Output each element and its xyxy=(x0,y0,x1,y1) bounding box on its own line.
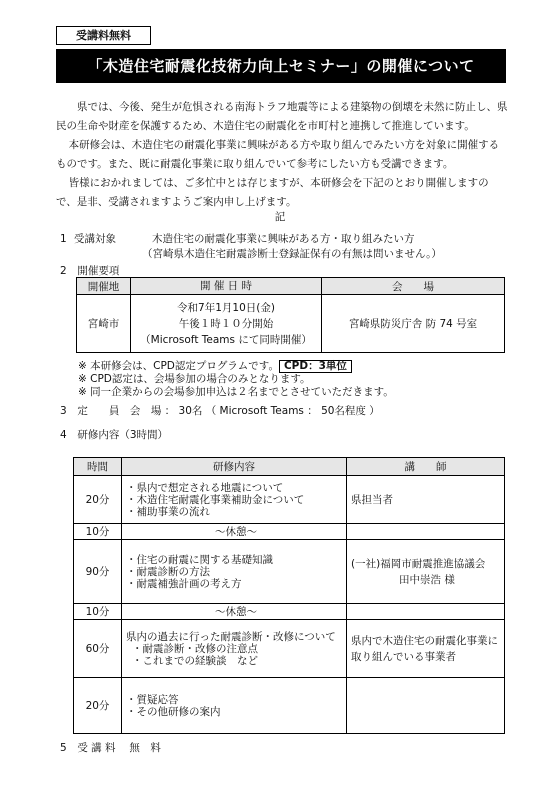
lecturer-line: 県担当者 xyxy=(351,493,393,506)
section-heading: 受講対象 xyxy=(74,233,116,245)
time-cell: 60分 xyxy=(74,620,122,678)
content-item: ・耐震補強計画の考え方 xyxy=(126,577,242,590)
section-number: 5 xyxy=(60,742,67,754)
time-cell: 20分 xyxy=(74,476,122,524)
note-cpd-condition: ※ CPD認定は、会場参加の場合のみとなります。 xyxy=(78,373,311,385)
lecturer-line: 田中崇浩 様 xyxy=(399,573,455,586)
table-row xyxy=(74,476,505,524)
content-item: ・木造住宅耐震化事業補助金について xyxy=(126,493,305,506)
content-item: ・住宅の耐震に関する基礎知識 xyxy=(126,553,273,566)
content-item: ・質疑応答 xyxy=(126,693,179,706)
header-content: 研修内容 xyxy=(122,458,347,476)
table-header-row xyxy=(74,458,505,476)
header-venue: 会 場 xyxy=(322,278,505,295)
teams-line: （Microsoft Teams にて同時開催） xyxy=(140,333,312,346)
page-title: 「木造住宅耐震化技術力向上セミナー」の開催について xyxy=(56,49,506,83)
table-row xyxy=(74,604,505,620)
section-number: 2 xyxy=(60,265,67,277)
intro-paragraph: 皆様におかれましては、ご多忙中とは存じますが、本研修会を下記のとおり開催しますので、是非、受講されますようご案内申し上げます。 xyxy=(56,177,489,208)
target-text: 木造住宅の耐震化事業に興味がある方・取り組みたい方 xyxy=(152,233,415,245)
section-target xyxy=(60,232,442,262)
section-fee xyxy=(60,741,161,756)
content-cell xyxy=(122,540,347,604)
intro-paragraph: 県では、今後、発生が危惧される南海トラフ地震等による建築物の倒壊を未然に防止し、県民の生命や財産を保護するため、木造住宅の耐震化を市町村と連携して推進しています。 xyxy=(56,101,508,132)
content-cell xyxy=(122,620,347,678)
venue-table xyxy=(76,277,505,353)
time-cell: 10分 xyxy=(74,524,122,540)
content-cell xyxy=(122,678,347,734)
header-lecturer: 講 師 xyxy=(347,458,505,476)
section-content xyxy=(60,428,168,443)
note-text: ※ 本研修会は、CPD認定プログラムです。 xyxy=(78,360,279,372)
date-cell xyxy=(131,295,322,353)
table-row xyxy=(74,540,505,604)
content-item: ・耐震診断の方法 xyxy=(126,565,210,578)
training-table xyxy=(73,457,505,734)
content-item: ・補助事業の流れ xyxy=(126,505,210,518)
time-cell: 90分 xyxy=(74,540,122,604)
section-heading: 開催要項 xyxy=(77,265,120,277)
table-header-row xyxy=(77,278,505,295)
ki-heading: 記 xyxy=(274,211,286,223)
place-cell: 宮崎市 xyxy=(77,295,131,353)
content-item: ・県内で想定される地震について xyxy=(126,481,284,494)
note-cpd xyxy=(78,360,394,373)
time-cell: 20分 xyxy=(74,678,122,734)
table-row xyxy=(74,678,505,734)
venue-cell: 宮崎県防災庁舎 防 74 号室 xyxy=(322,295,505,353)
lecturer-cell xyxy=(347,604,505,620)
header-time: 時間 xyxy=(74,458,122,476)
table-row xyxy=(74,524,505,540)
intro-text xyxy=(56,98,508,212)
free-admission-badge: 受講料無料 xyxy=(56,26,151,45)
header-date: 開 催 日 時 xyxy=(131,278,322,295)
target-note: （宮崎県木造住宅耐震診断士登録証保有の有無は問いません。） xyxy=(142,248,442,260)
section-number: 4 xyxy=(60,429,67,441)
section-number: 1 xyxy=(60,233,67,245)
section-capacity xyxy=(60,404,380,419)
cpd-units-box: CPD：3単位 xyxy=(279,360,352,373)
table-row xyxy=(74,620,505,678)
content-item: 県内の過去に行った耐震診断・改修について xyxy=(126,630,336,643)
lecturer-cell xyxy=(347,678,505,734)
header-place: 開催地 xyxy=(77,278,131,295)
content-cell xyxy=(122,476,347,524)
lecturer-cell xyxy=(347,524,505,540)
lecturer-cell xyxy=(347,476,505,524)
note-limit: ※ 同一企業からの会場参加申込は２名までとさせていただきます。 xyxy=(78,386,394,398)
time-cell: 10分 xyxy=(74,604,122,620)
section-heading: 研修内容（3時間） xyxy=(77,429,169,441)
lecturer-cell xyxy=(347,540,505,604)
break-cell: ～休憩～ xyxy=(122,604,347,620)
fee-text: 受 講 料 無 料 xyxy=(77,742,161,754)
time-line: 午後１時１０分開始 xyxy=(178,317,274,330)
date-line: 令和7年1月10日(金) xyxy=(177,301,275,314)
notes xyxy=(78,360,394,399)
intro-paragraph: 本研修会は、木造住宅の耐震化事業に興味がある方や取り組んでみたい方を対象に開催するものです。また、既に耐震化事業に取り組んでいて参考にしたい方も受講できます。 xyxy=(56,139,500,170)
content-item: ・これまでの経験談 など xyxy=(132,654,258,667)
lecturer-line: 取り組んでいる事業者 xyxy=(351,650,456,663)
lecturer-line: (一社)福岡市耐震推進協議会 xyxy=(351,557,486,570)
break-cell: ～休憩～ xyxy=(122,524,347,540)
lecturer-cell xyxy=(347,620,505,678)
section-number: 3 xyxy=(60,405,67,417)
content-item: ・耐震診断・改修の注意点 xyxy=(132,642,258,655)
lecturer-line: 県内で木造住宅の耐震化事業に xyxy=(351,634,498,647)
table-row xyxy=(77,295,505,353)
content-item: ・その他研修の案内 xyxy=(126,705,221,718)
capacity-text: 定 員 会 場 ： 30名 （ Microsoft Teams ： 50名程度 ） xyxy=(77,405,380,417)
